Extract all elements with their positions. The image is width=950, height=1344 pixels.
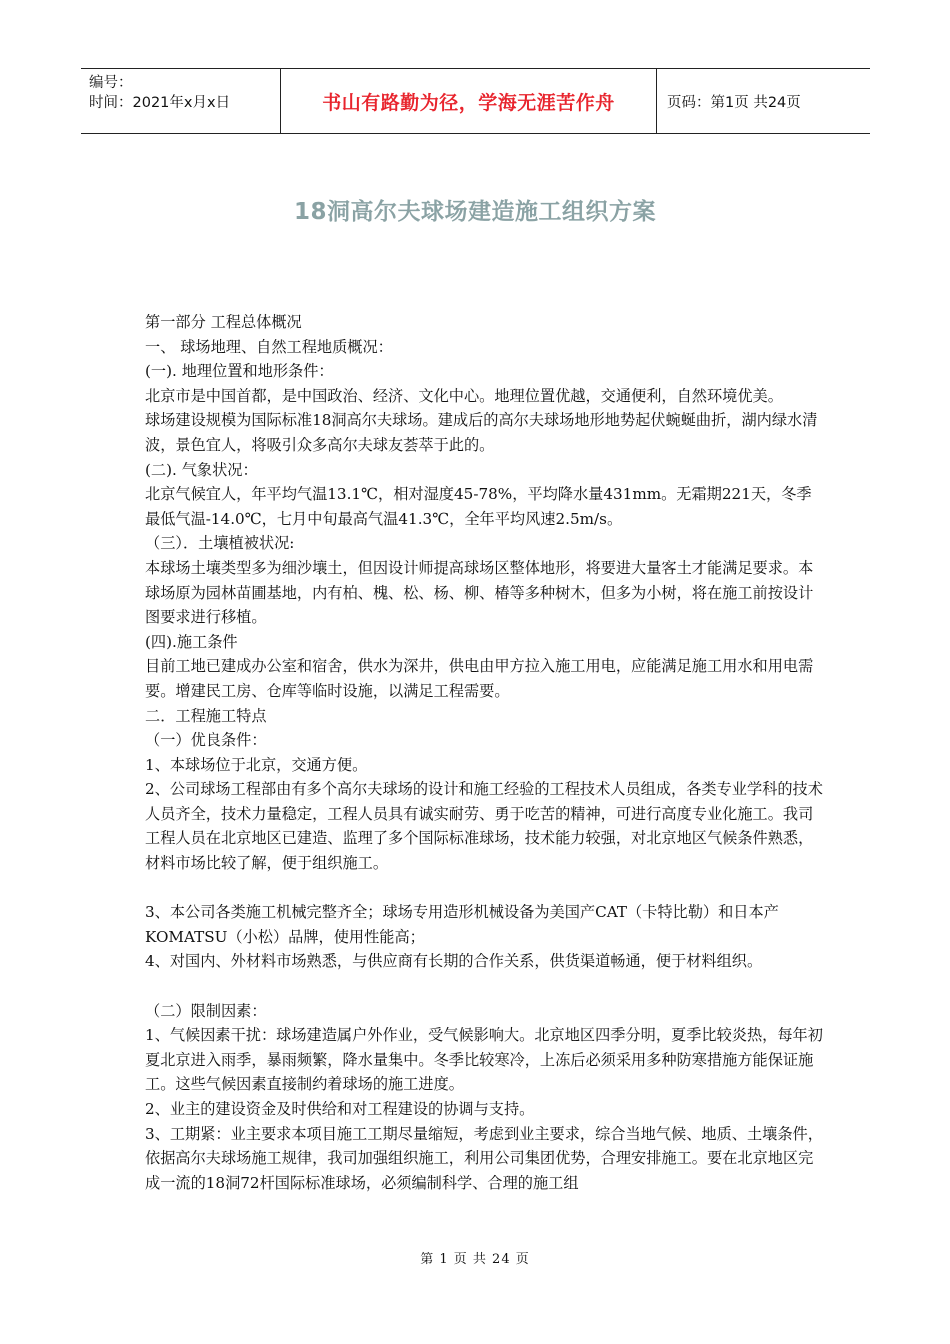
paragraph: 目前工地已建成办公室和宿舍，供水为深井，供电由甲方拉入施工用电，应能满足施工用水和用电需要。增建民工房、仓库等临时设施，以满足工程需要。 xyxy=(145,657,814,700)
paragraph: (四).施工条件 xyxy=(145,632,238,651)
paragraph: 第一部分 工程总体概况 xyxy=(145,313,302,331)
paragraph: 二．工程施工特点 xyxy=(145,706,267,725)
document-title: 18洞高尔夫球场建造施工组织方案 xyxy=(293,199,656,225)
document-number-label: 编号： xyxy=(89,75,133,91)
paragraph: 1、气候因素干扰：球场建造属户外作业，受气候影响大。北京地区四季分明，夏季比较炎热，每年初夏北京进入雨季，暴雨频繁，降水量集中。冬季比较寒冷，上冻后必须采用多种防寒措施方能保证施工。这些气候因素直接制约着球场的施工进度。 xyxy=(145,1026,823,1094)
paragraph: 一、 球场地理、自然工程地质概况： xyxy=(145,337,393,356)
paragraph: 北京气候宜人，年平均气温13.1℃，相对湿度45-78%，平均降水量431mm。无霜期221天，冬季最低气温-14.0℃，七月中旬最高气温41.3℃，全年平均风速2.5m/s。 xyxy=(145,485,812,528)
header-motto: 书山有路勤为径，学海无涯苦作舟 xyxy=(281,69,657,133)
paragraph: 球场建设规模为国际标准18洞高尔夫球场。建成后的高尔夫球场地形地势起伏蜿蜒曲折，湖内绿水清波，景色宜人，将吸引众多高尔夫球友荟萃于此的。 xyxy=(145,411,818,454)
blank-line xyxy=(145,876,825,901)
paragraph: 2、公司球场工程部由有多个高尔夫球场的设计和施工经验的工程技术人员组成，各类专业学科的技术人员齐全，技术力量稳定，工程人员具有诚实耐劳、勇于吃苦的精神，可进行高度专业化施工。我司工程人员在北京地区已建造、监理了多个国际标准球场，技术能力较强，对北京地区气候条件熟悉，材料市场比较了解，便于组织施工。 xyxy=(145,780,823,873)
paragraph: 4、对国内、外材料市场熟悉，与供应商有长期的合作关系，供货渠道畅通，便于材料组织。 xyxy=(145,952,763,971)
paragraph: （二）限制因素： xyxy=(145,1001,267,1020)
header-page-info: 页码：第1页 共24页 xyxy=(667,94,801,111)
paragraph: （三）．土壤植被状况: xyxy=(145,534,295,553)
document-time: 时间：2021年x月x日 xyxy=(89,95,231,111)
paragraph: 2、业主的建设资金及时供给和对工程建设的协调与支持。 xyxy=(145,1100,535,1118)
blank-line xyxy=(145,974,825,999)
paragraph: 北京市是中国首都，是中国政治、经济、文化中心。地理位置优越，交通便利，自然环境优美。 xyxy=(145,386,783,405)
paragraph: 3、本公司各类施工机械完整齐全；球场专用造形机械设备为美国产CAT（卡特比勒）和日本产KOMATSU（小松）品牌，使用性能高； xyxy=(145,903,779,946)
document-body xyxy=(145,310,825,1195)
page-footer: 第 1 页 共 24 页 xyxy=(420,1252,530,1267)
paragraph: (二). 气象状况： xyxy=(145,460,258,479)
paragraph: （一）优良条件： xyxy=(145,731,267,750)
header-meta xyxy=(81,69,281,133)
page-header xyxy=(81,68,870,134)
paragraph: 3、工期紧：业主要求本项目施工工期尽量缩短，考虑到业主要求，综合当地气候、地质、土壤条件，依据高尔夫球场施工规律，我司加强组织施工，利用公司集团优势，合理安排施工。要在北京地区完成一流的18洞72杆国际标准球场，必须编制科学、合理的施工组 xyxy=(145,1124,823,1192)
paragraph: 1、本球场位于北京，交通方便。 xyxy=(145,755,368,774)
paragraph: 本球场土壤类型多为细沙壤土，但因设计师提高球场区整体地形，将要进大量客土才能满足要求。本球场原为园林苗圃基地，内有柏、槐、松、杨、柳、椿等多种树木，但多为小树，将在施工前按设计图要求进行移植。 xyxy=(145,558,814,627)
paragraph: (一). 地理位置和地形条件： xyxy=(145,362,334,381)
